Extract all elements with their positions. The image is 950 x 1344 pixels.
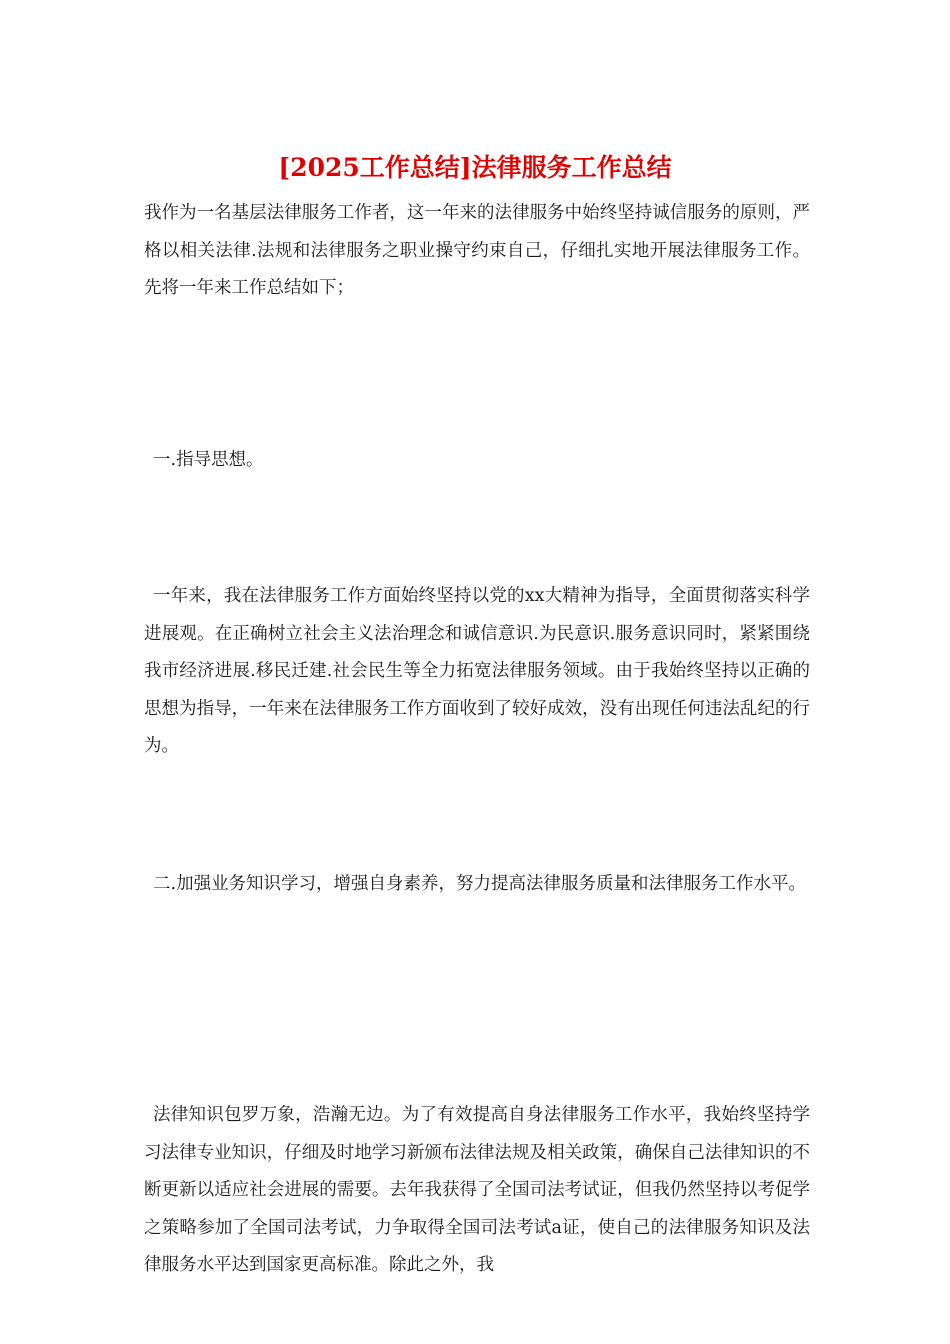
section-two-heading: 二.加强业务知识学习，增强自身素养，努力提高法律服务质量和法律服务工作水平。 xyxy=(153,874,807,894)
section-two-paragraph: 法律知识包罗万象，浩瀚无边。为了有效提高自身法律服务工作水平，我始终坚持学习法律专业知识，仔细及时地学习新颁布法律法规及相关政策，确保自己法律知识的不断更新以适应社会进展的需要。去年我获得了全国司法考试证，但我仍然坚持以考促学之策略参加了全国司法考试，力争取得全国司法考试a证，使自己的法律服务知识及法律服务水平达到国家更高标准。除此之外，我 xyxy=(144,1105,810,1275)
intro-paragraph: 我作为一名基层法律服务工作者，这一年来的法律服务中始终坚持诚信服务的原则，严格以相关法律.法规和法律服务之职业操守约束自己，仔细扎实地开展法律服务工作。先将一年来工作总结如下； xyxy=(144,203,810,298)
document-title: [2025工作总结]法律服务工作总结 xyxy=(278,153,672,182)
section-one-paragraph: 一年来，我在法律服务工作方面始终坚持以党的xx大精神为指导，全面贯彻落实科学进展观。在正确树立社会主义法治理念和诚信意识.为民意识.服务意识同时，紧紧围绕我市经济进展.移民迁建.社会民生等全力拓宽法律服务领域。由于我始终坚持以正确的思想为指导，一年来在法律服务工作方面收到了较好成效，没有出现任何违法乱纪的行为。 xyxy=(144,586,810,756)
section-one-heading: 一.指导思想。 xyxy=(153,450,264,470)
